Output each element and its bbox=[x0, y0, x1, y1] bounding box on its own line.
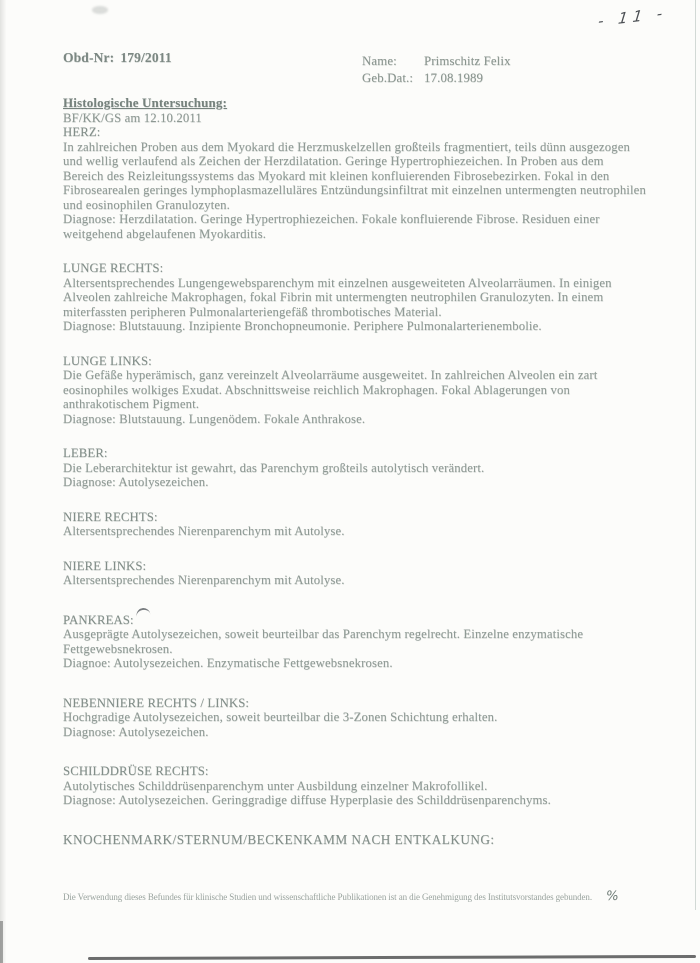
section-title-text: PANKREAS: bbox=[63, 612, 134, 627]
patient-info bbox=[362, 53, 511, 87]
section-title: LUNGE RECHTS: bbox=[63, 261, 164, 275]
section-herz bbox=[63, 125, 647, 241]
section-diagnosis: Diagnoe: Autolysezeichen. Enzymatische Fettgewebsnekrosen. bbox=[63, 656, 393, 670]
report-body bbox=[63, 96, 647, 847]
section-diagnosis: Diagnose: Autolysezeichen. bbox=[63, 724, 209, 739]
scan-bottom-line bbox=[88, 955, 696, 960]
section-findings: Die Leberarchitektur ist gewahrt, das Parenchym großteils autolytisch verändert. bbox=[63, 460, 485, 475]
section-title: HERZ: bbox=[63, 125, 101, 139]
handwritten-page-number: - 11 - bbox=[597, 3, 669, 31]
patient-birthdate-row bbox=[362, 70, 511, 87]
section-niere-rechts bbox=[63, 510, 647, 539]
section-pankreas bbox=[63, 613, 647, 671]
footer-disclaimer bbox=[63, 889, 683, 904]
section-nebenniere bbox=[63, 696, 647, 740]
case-number bbox=[63, 50, 172, 66]
section-leber bbox=[63, 446, 647, 490]
section-lunge-rechts bbox=[63, 261, 647, 334]
name-label: Name: bbox=[362, 54, 397, 68]
scan-edge-artifact bbox=[0, 921, 3, 963]
section-findings: In zahlreichen Proben aus dem Myokard die Herzmuskelzellen großteils fragmentiert, teils dünn ausgezogen und wellig verlaufend als Zeichen der Herzdilatation. Geringe Hypertrophiezeichen. In Proben aus dem Bereich des Reizleitungssystems das Myokard mit kleinen konfluierenden Fibrosebezirken. Fokal in den Fibrosearealen geringes lymphoplasmazelluläres Entzündungsinfiltrat mit einzelnen untermengten neutrophilen und eosinophilen Granulozyten. bbox=[63, 139, 646, 212]
section-title: NIERE LINKS: bbox=[63, 558, 147, 573]
exam-date-line: BF/KK/GS am 12.10.2011 bbox=[63, 110, 202, 125]
section-findings: Ausgeprägte Autolysezeichen, soweit beurteilbar das Parenchym regelrecht. Einzelne enzymatische Fettgewebsnekrosen. bbox=[63, 627, 584, 656]
handwritten-initials: % bbox=[604, 889, 620, 904]
section-title: KNOCHENMARK/STERNUM/BECKENKAMM NACH ENTKALKUNG: bbox=[63, 831, 495, 847]
section-findings: Die Gefäße hyperämisch, ganz vereinzelt Alveolarräume ausgeweitet. In zahlreichen Alveolen ein zart eosinophiles wolkiges Exudat. Abschnittsweise reichlich Makrophagen. Fokal Ablagerungen von anthrakotischem Pigment. bbox=[63, 368, 598, 411]
section-diagnosis: Diagnose: Blutstauung. Inzipiente Bronchopneumonie. Periphere Pulmonalarterienembolie. bbox=[63, 319, 542, 333]
section-title: LEBER: bbox=[63, 446, 108, 460]
scan-edge-shadow bbox=[0, 0, 8, 963]
report-title: Histologische Untersuchung: bbox=[63, 95, 228, 110]
name-value: Primschitz Felix bbox=[424, 54, 511, 68]
section-diagnosis: Diagnose: Autolysezeichen. Geringgradige diffuse Hyperplasie des Schilddrüsenparenchyms. bbox=[63, 793, 551, 807]
section-findings: Altersentsprechendes Lungengewebsparenchym mit einzelnen ausgeweiteten Alveolarräumen. In einigen Alveolen zahlreiche Makrophagen, fokal Fibrin mit untermengten neutrophilen Granulozyten. In einem miterfassten peripheren Pulmonalarteriengefäß thrombotisches Material. bbox=[63, 275, 612, 319]
pen-stroke-icon bbox=[135, 606, 150, 617]
section-diagnosis: Diagnose: Autolysezeichen. bbox=[63, 475, 209, 489]
section-findings: Altersentsprechendes Nierenparenchym mit Autolyse. bbox=[63, 524, 345, 538]
section-niere-links bbox=[63, 559, 647, 588]
patient-name-row bbox=[362, 53, 511, 70]
section-findings: Autolytisches Schilddrüsenparenchym unter Ausbildung einzelner Makrofollikel. bbox=[63, 778, 488, 793]
birthdate-value: 17.08.1989 bbox=[424, 71, 484, 85]
footer-text: Die Verwendung dieses Befundes für klinische Studien und wissenschaftliche Publikationen ist an die Genehmigung des Institutsvorstandes gebunden. bbox=[63, 892, 592, 902]
section-findings: Altersentsprechendes Nierenparenchym mit Autolyse. bbox=[63, 573, 345, 587]
section-findings: Hochgradige Autolysezeichen, soweit beurteilbar die 3-Zonen Schichtung erhalten. bbox=[63, 710, 498, 724]
case-number-value: 179/2011 bbox=[120, 50, 172, 65]
section-diagnosis: Diagnose: Blutstauung. Lungenödem. Fokale Anthrakose. bbox=[63, 411, 366, 426]
section-title: NIERE RECHTS: bbox=[63, 509, 158, 524]
section-title: SCHILDDRÜSE RECHTS: bbox=[63, 764, 209, 778]
birthdate-label: Geb.Dat.: bbox=[362, 71, 414, 85]
section-lunge-links bbox=[63, 354, 647, 427]
section-knochenmark bbox=[63, 833, 647, 848]
scan-smudge bbox=[92, 6, 108, 14]
section-title: NEBENNIERE RECHTS / LINKS: bbox=[63, 695, 250, 710]
section-diagnosis: Diagnose: Herzdilatation. Geringe Hypertrophiezeichen. Fokale konfluierende Fibrose. Residuen einer weitgehend abgelaufenen Myokarditis. bbox=[63, 212, 600, 241]
scan-edge-line bbox=[695, 0, 696, 910]
section-title: LUNGE LINKS: bbox=[63, 353, 152, 368]
case-number-label: Obd-Nr: bbox=[63, 50, 115, 65]
section-title bbox=[63, 613, 647, 628]
section-schilddruese bbox=[63, 764, 647, 808]
